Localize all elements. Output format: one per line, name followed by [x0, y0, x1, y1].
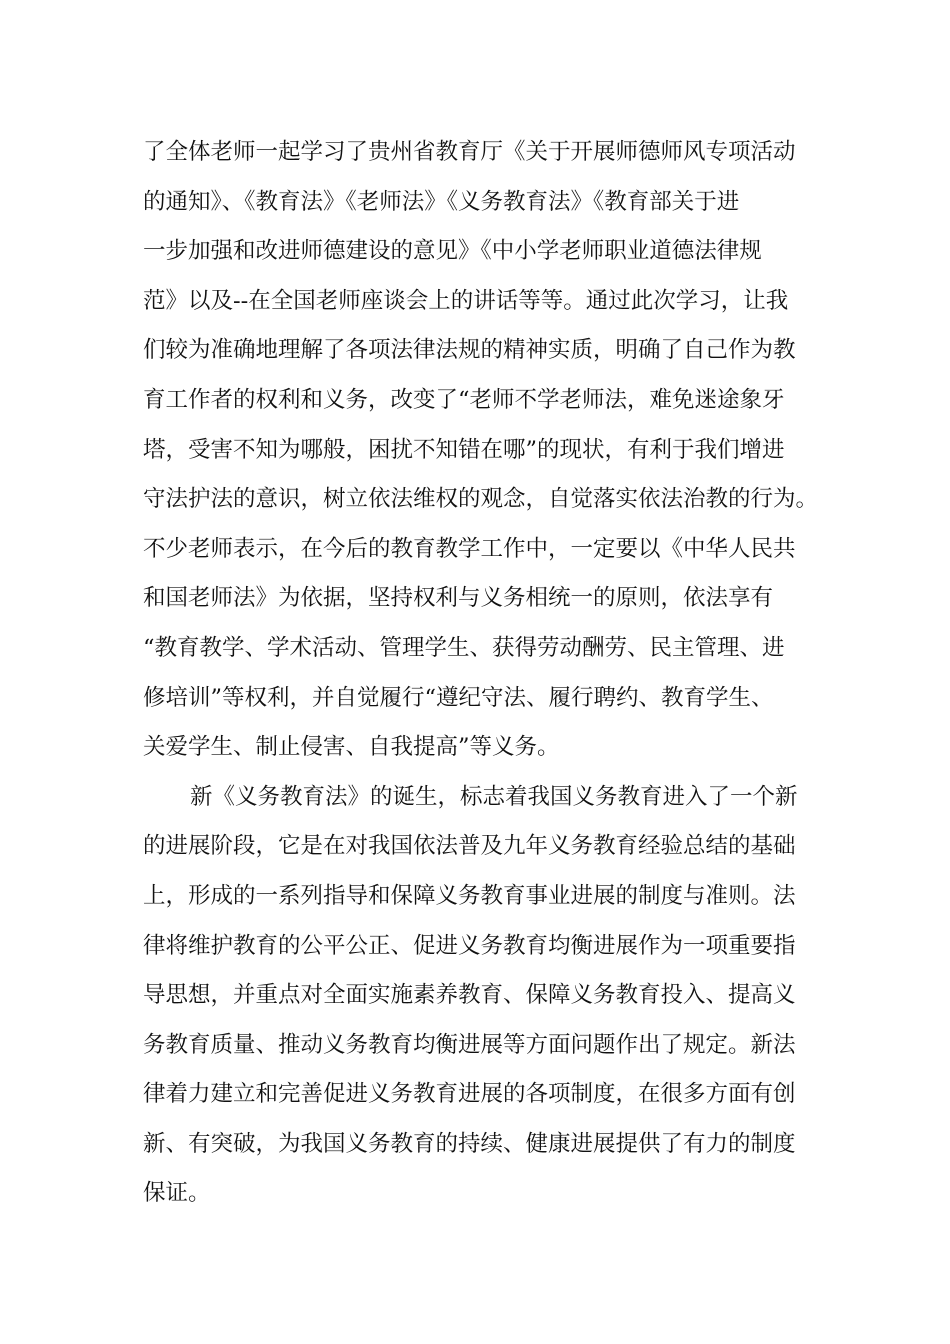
text-line: 守法护法的意识，树立依法维权的观念，自觉落实依法治教的行为。: [143, 486, 819, 513]
text-line: 了全体老师一起学习了贵州省教育厅《关于开展师德师风专项活动: [143, 139, 796, 165]
text-line: “教育教学、学术活动、管理学生、获得劳动酬劳、民主管理、进: [143, 634, 785, 661]
text-line: 的通知》、《教育法》《老师法》《义务教育法》《教育部关于进: [143, 188, 740, 215]
text-line: 育工作者的权利和义务，改变了“老师不学老师法，难免迷途象牙: [143, 386, 785, 413]
text-line: 范》以及--在全国老师座谈会上的讲话等等。通过此次学习，让我: [143, 287, 789, 314]
text-line: 们较为准确地理解了各项法律法规的精神实质，明确了自己作为教: [143, 337, 796, 364]
text-line: 新《义务教育法》的诞生，标志着我国义务教育进入了一个新: [190, 783, 798, 810]
text-line: 务教育质量、推动义务教育均衡进展等方面问题作出了规定。新法: [143, 1031, 796, 1058]
text-line: 不少老师表示，在今后的教育教学工作中，一定要以《中华人民共: [143, 535, 796, 562]
text-line: 新、有突破，为我国义务教育的持续、健康进展提供了有力的制度: [143, 1130, 796, 1157]
text-line: 和国老师法》为依据，坚持权利与义务相统一的原则，依法享有: [143, 585, 774, 612]
text-line: 导思想，并重点对全面实施素养教育、保障义务教育投入、提高义: [143, 982, 796, 1009]
paragraph-2: [143, 773, 823, 1219]
text-line: 一步加强和改进师德建设的意见》《中小学老师职业道德法律规: [143, 238, 762, 265]
text-line: 保证。: [143, 1180, 211, 1207]
text-line: 修培训”等权利，并自觉履行“遵纪守法、履行聘约、教育学生、: [143, 684, 774, 711]
text-line: 律着力建立和完善促进义务教育进展的各项制度，在很多方面有创: [143, 1081, 796, 1108]
text-line: 的进展阶段，它是在对我国依法普及九年义务教育经验总结的基础: [143, 833, 796, 860]
text-line: 上，形成的一系列指导和保障义务教育事业进展的制度与准则。法: [143, 882, 796, 909]
body-text: [143, 128, 823, 1219]
paragraph-1: [143, 128, 823, 773]
text-line: 塔，受害不知为哪般，困扰不知错在哪”的现状，有利于我们增进: [143, 436, 785, 463]
text-line: 律将维护教育的公平公正、促进义务教育均衡进展作为一项重要指: [143, 932, 796, 959]
text-line: 关爱学生、制止侵害、自我提高”等义务。: [143, 734, 560, 761]
